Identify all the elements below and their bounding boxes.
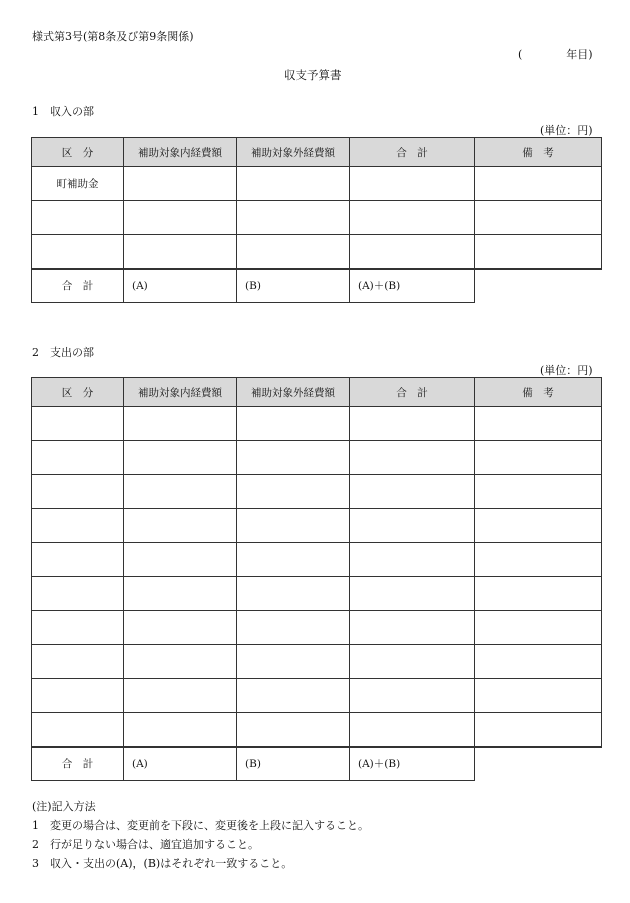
income-table	[31, 137, 602, 303]
total-sum-cell[interactable]: (A)＋(B)	[350, 269, 475, 303]
total-sum-cell[interactable]: (A)＋(B)	[350, 747, 475, 781]
empty-cell	[475, 269, 602, 303]
table-cell[interactable]	[475, 645, 602, 679]
table-cell[interactable]	[124, 441, 237, 475]
table-cell[interactable]	[124, 509, 237, 543]
column-header: 補助対象内経費額	[124, 138, 237, 167]
table-cell[interactable]	[32, 407, 124, 441]
table-cell[interactable]	[32, 679, 124, 713]
table-cell[interactable]	[124, 577, 237, 611]
table-cell[interactable]	[124, 167, 237, 201]
table-cell[interactable]	[32, 475, 124, 509]
income-header-row	[32, 138, 602, 167]
total-a-cell[interactable]: (A)	[124, 747, 237, 781]
table-cell[interactable]	[350, 679, 475, 713]
table-cell[interactable]	[32, 509, 124, 543]
table-row	[32, 475, 602, 509]
table-cell[interactable]	[124, 611, 237, 645]
table-row	[32, 235, 602, 269]
table-cell[interactable]	[237, 475, 350, 509]
table-row	[32, 441, 602, 475]
table-cell[interactable]	[475, 441, 602, 475]
note-item: 3 収入・支出の(A)，(B)はそれぞれ一致すること。	[32, 857, 293, 870]
note-item: 1 変更の場合は、変更前を下段に、変更後を上段に記入すること。	[32, 819, 369, 832]
table-cell[interactable]	[124, 475, 237, 509]
column-header: 補助対象外経費額	[237, 138, 350, 167]
table-row	[32, 407, 602, 441]
table-cell[interactable]	[350, 543, 475, 577]
notes-section	[32, 797, 369, 873]
table-cell[interactable]	[124, 235, 237, 269]
table-cell[interactable]	[475, 235, 602, 269]
table-cell[interactable]	[237, 201, 350, 235]
table-row	[32, 679, 602, 713]
table-cell[interactable]	[124, 407, 237, 441]
table-cell[interactable]	[124, 543, 237, 577]
table-cell[interactable]	[350, 475, 475, 509]
column-header: 区 分	[32, 138, 124, 167]
table-cell[interactable]	[32, 235, 124, 269]
form-number-label: 様式第3号(第8条及び第9条関係)	[32, 30, 194, 43]
empty-cell	[475, 747, 602, 781]
table-cell[interactable]	[475, 407, 602, 441]
table-cell[interactable]	[350, 201, 475, 235]
table-cell[interactable]	[124, 713, 237, 747]
table-cell[interactable]	[475, 167, 602, 201]
table-cell[interactable]	[350, 167, 475, 201]
column-header: 補助対象外経費額	[237, 378, 350, 407]
expense-header-row	[32, 378, 602, 407]
table-cell[interactable]	[32, 543, 124, 577]
table-cell[interactable]	[350, 577, 475, 611]
table-row	[32, 611, 602, 645]
table-cell[interactable]	[32, 201, 124, 235]
note-item: 2 行が足りない場合は、適宜追加すること。	[32, 838, 259, 851]
expense-section-heading: 2 支出の部	[32, 346, 94, 359]
table-cell[interactable]	[350, 441, 475, 475]
column-header: 補助対象内経費額	[124, 378, 237, 407]
table-cell[interactable]	[237, 679, 350, 713]
table-cell[interactable]	[350, 509, 475, 543]
table-cell[interactable]	[237, 407, 350, 441]
total-label: 合 計	[32, 269, 124, 303]
table-cell[interactable]	[475, 611, 602, 645]
table-cell[interactable]	[32, 441, 124, 475]
notes-heading: (注)記入方法	[32, 800, 96, 813]
table-cell[interactable]	[32, 611, 124, 645]
table-row	[32, 167, 602, 201]
table-cell[interactable]	[124, 679, 237, 713]
column-header: 区 分	[32, 378, 124, 407]
table-cell[interactable]	[350, 235, 475, 269]
total-a-cell[interactable]: (A)	[124, 269, 237, 303]
table-cell[interactable]	[32, 645, 124, 679]
column-header: 備 考	[475, 138, 602, 167]
income-unit-label: (単位：円)	[540, 124, 593, 137]
column-header: 合 計	[350, 138, 475, 167]
table-row	[32, 543, 602, 577]
expense-table	[31, 377, 602, 781]
table-cell[interactable]	[475, 577, 602, 611]
table-cell[interactable]	[237, 167, 350, 201]
table-cell[interactable]	[237, 713, 350, 747]
table-cell[interactable]	[475, 543, 602, 577]
table-cell[interactable]	[350, 407, 475, 441]
expense-total-row	[32, 747, 602, 781]
table-cell[interactable]	[350, 611, 475, 645]
expense-unit-label: (単位：円)	[540, 364, 593, 377]
table-row	[32, 509, 602, 543]
table-cell[interactable]	[475, 713, 602, 747]
table-cell[interactable]	[124, 645, 237, 679]
table-cell[interactable]	[32, 577, 124, 611]
table-row	[32, 577, 602, 611]
income-total-row	[32, 269, 602, 303]
table-cell[interactable]	[237, 509, 350, 543]
table-cell[interactable]	[237, 577, 350, 611]
table-cell[interactable]	[350, 645, 475, 679]
table-cell[interactable]	[237, 611, 350, 645]
table-row	[32, 713, 602, 747]
total-b-cell[interactable]: (B)	[237, 269, 350, 303]
table-cell[interactable]	[237, 441, 350, 475]
table-cell[interactable]	[237, 645, 350, 679]
document-title: 収支予算書	[284, 68, 342, 82]
table-cell[interactable]	[475, 475, 602, 509]
table-row	[32, 645, 602, 679]
year-note: ( 年目)	[518, 48, 593, 61]
table-cell[interactable]	[475, 201, 602, 235]
column-header: 備 考	[475, 378, 602, 407]
income-section-heading: 1 収入の部	[32, 105, 94, 118]
total-b-cell[interactable]: (B)	[237, 747, 350, 781]
table-cell[interactable]	[350, 713, 475, 747]
table-cell[interactable]	[475, 509, 602, 543]
table-cell[interactable]	[124, 201, 237, 235]
table-row	[32, 201, 602, 235]
table-cell[interactable]	[237, 543, 350, 577]
table-cell[interactable]	[237, 235, 350, 269]
table-cell[interactable]	[475, 679, 602, 713]
column-header: 合 計	[350, 378, 475, 407]
total-label: 合 計	[32, 747, 124, 781]
table-cell[interactable]: 町補助金	[32, 167, 124, 201]
table-cell[interactable]	[32, 713, 124, 747]
